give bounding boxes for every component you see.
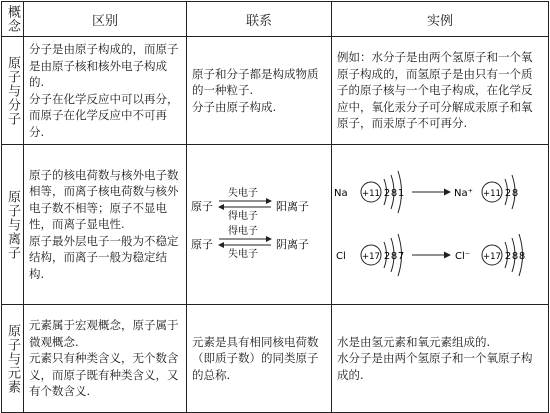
concept-cell: 原子与分子 (2, 37, 24, 145)
example-cell (332, 145, 549, 305)
svg-text:8: 8 (390, 250, 398, 262)
svg-text:8: 8 (511, 250, 519, 262)
svg-text:2: 2 (504, 250, 512, 262)
table-row-atom-ion (2, 145, 549, 305)
svg-text:+11: +11 (483, 188, 501, 199)
svg-text:+11: +11 (362, 188, 380, 199)
cation-label: 阳离子 (276, 199, 309, 213)
svg-text:2: 2 (504, 187, 512, 199)
svg-text:+17: +17 (483, 251, 501, 262)
sodium-ion-structure (454, 175, 518, 209)
table-row-atom-element (2, 305, 549, 413)
svg-text:Na: Na (334, 187, 348, 199)
atom-label: 原子 (191, 199, 213, 213)
ion-formation-diagram (187, 148, 330, 298)
svg-text:+17: +17 (362, 251, 380, 262)
lose-electron-label: 失电子 (228, 248, 258, 260)
table-row-atom-molecule (2, 37, 549, 145)
chloride-ion-structure (455, 234, 525, 276)
header-example: 实例 (332, 2, 549, 37)
example-cell: 水是由氢元素和氧元素组成的. 水分子是由两个氢原子和一个氧原子构成的. (332, 305, 549, 413)
difference-cell: 分子是由原子构成的，而原子是由原子核和核外电子构成的. 分子在化学反应中可以再分，而原子在化学反应中不可再分. (24, 37, 187, 145)
header-relation: 联系 (187, 2, 332, 37)
svg-text:1: 1 (397, 187, 405, 199)
header-concept: 概念 (2, 2, 24, 37)
header-difference: 区别 (24, 2, 187, 37)
concept-cell: 原子与元素 (2, 305, 24, 413)
svg-text:2: 2 (383, 187, 391, 199)
sodium-atom-structure (334, 171, 404, 213)
svg-text:8: 8 (511, 187, 519, 199)
comparison-table (1, 1, 549, 413)
svg-text:Na⁺: Na⁺ (454, 187, 473, 199)
anion-label: 阴离子 (276, 237, 309, 251)
chlorine-atom-structure (336, 234, 404, 276)
relation-cell: 原子和分子都是构成物质的一种粒子. 分子由原子构成. (187, 37, 332, 145)
atom-label: 原子 (191, 237, 213, 251)
difference-cell: 元素属于宏观概念，原子属于微观概念. 元素只有种类含义，无个数含义，而原子既有种类含义，又有个数含义. (24, 305, 187, 413)
svg-text:8: 8 (518, 250, 526, 262)
svg-text:Cl: Cl (336, 250, 346, 262)
svg-text:8: 8 (390, 187, 398, 199)
gain-electron-label: 得电子 (228, 225, 258, 237)
relation-cell (187, 145, 332, 305)
svg-text:7: 7 (397, 250, 405, 262)
gain-electron-label: 得电子 (228, 210, 258, 222)
svg-text:Cl⁻: Cl⁻ (455, 250, 471, 262)
relation-cell: 元素是具有相同核电荷数（即质子数）的同类原子的总称. (187, 305, 332, 413)
difference-cell: 原子的核电荷数与核外电子数相等，而离子核电荷数与核外电子数不相等；原子不显电性，而离子显电性. 原子最外层电子一般为不稳定结构，而离子一般为稳定结构. (24, 145, 187, 305)
lose-electron-label: 失电子 (228, 187, 258, 199)
example-cell: 例如：水分子是由两个氢原子和一个氧原子构成的，而氢原子是由只有一个质子的原子核与一个电子构成，在化学反应中，氧化汞分子可分解成汞原子和氧原子，而汞原子不可再分. (332, 37, 549, 145)
concept-cell: 原子与离子 (2, 145, 24, 305)
ion-structure-diagrams (332, 148, 547, 298)
svg-text:2: 2 (383, 250, 391, 262)
header-row (2, 2, 549, 37)
